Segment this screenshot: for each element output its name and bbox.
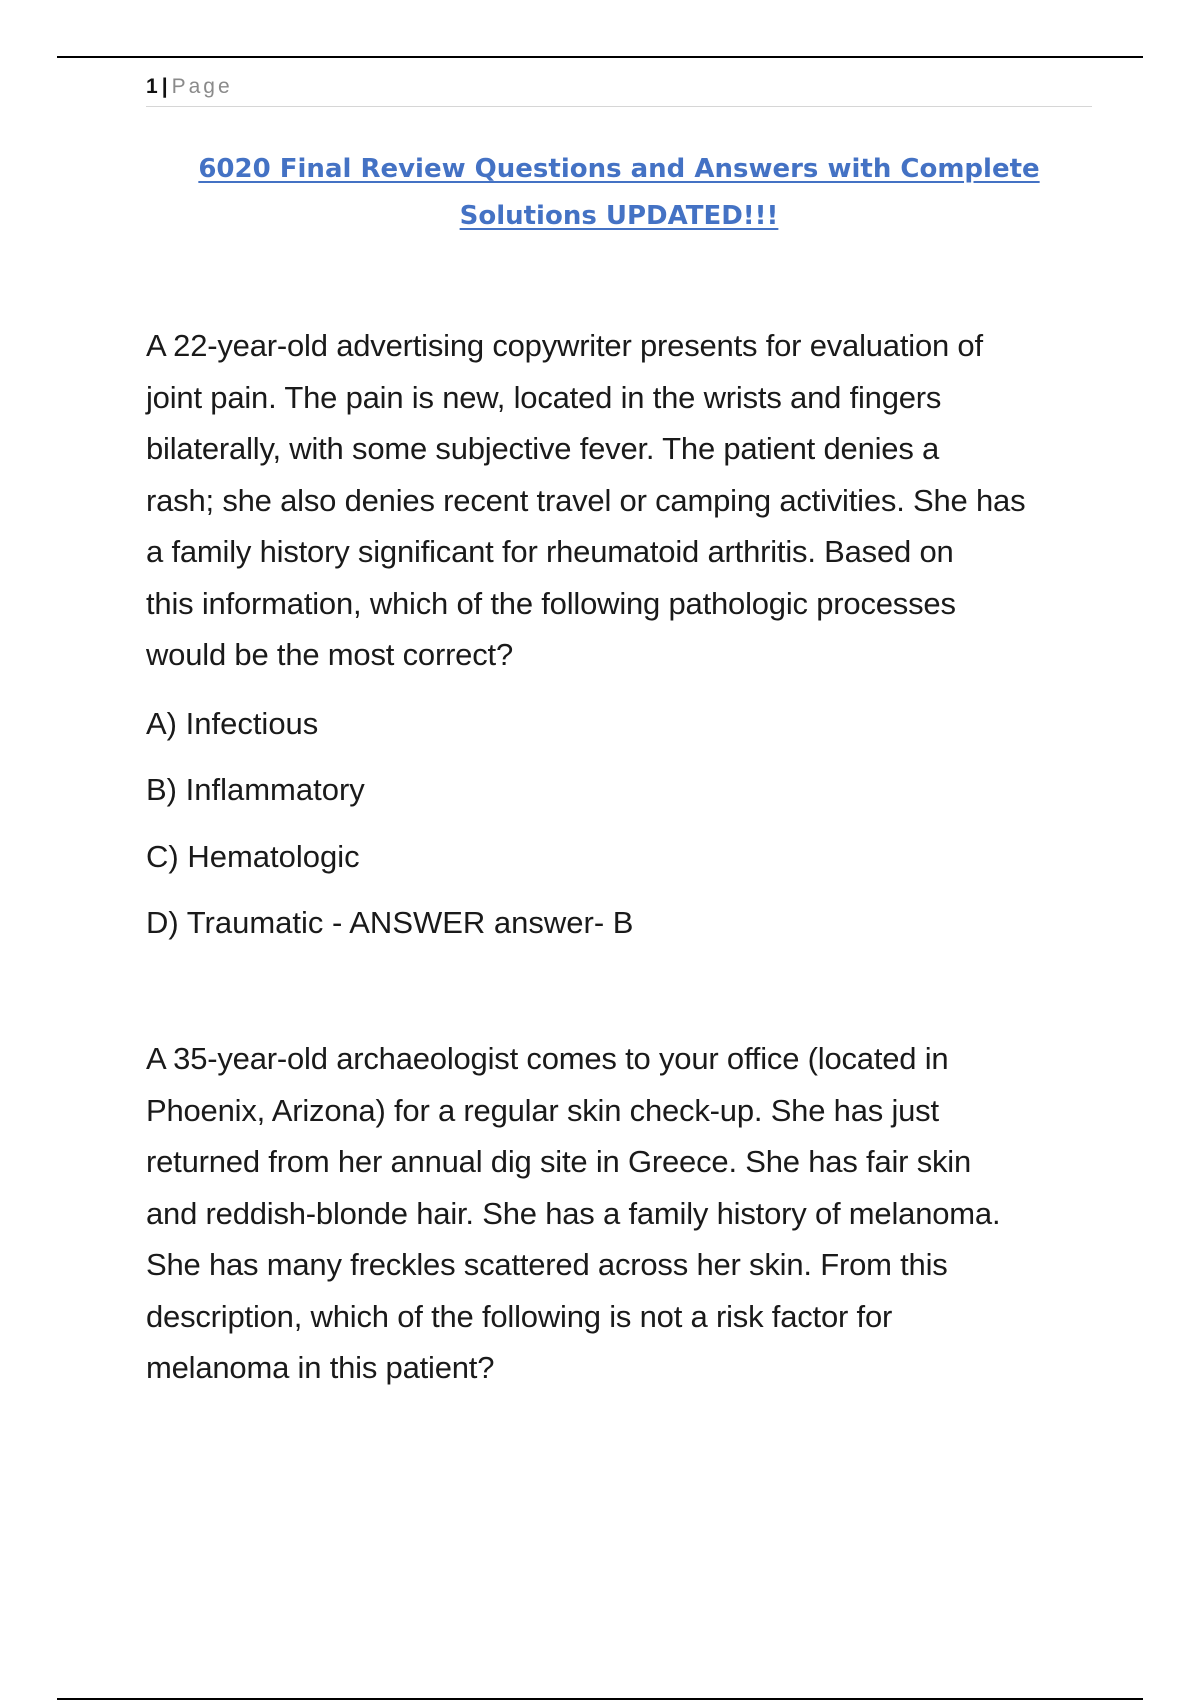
question-1-options [146,691,1096,957]
document-title [146,146,1092,240]
question-1 [146,320,1096,957]
option-b: B) Inflammatory [146,772,365,807]
question-line: would be the most correct? [146,637,513,672]
option-c: C) Hematologic [146,838,360,874]
question-line: melanoma in this patient? [146,1350,495,1385]
question-line: She has many freckles scattered across her skin. From this [146,1247,948,1282]
page-header [146,72,1092,107]
question-line: rash; she also denies recent travel or camping activities. She has [146,482,1026,518]
question-line: Phoenix, Arizona) for a regular skin check-up. She has just [146,1092,939,1128]
question-line: and reddish-blonde hair. She has a family history of melanoma. [146,1195,1001,1231]
question-line: this information, which of the following pathologic processes [146,585,956,621]
question-1-text [146,320,1096,681]
question-line: bilaterally, with some subjective fever. The patient denies a [146,431,940,466]
question-line: A 35-year-old archaeologist comes to your office (located in [146,1041,949,1076]
page-top-rule [57,56,1143,58]
question-line: a family history significant for rheumatoid arthritis. Based on [146,534,954,569]
option-d-with-answer: D) Traumatic - ANSWER answer- B [146,905,634,940]
page-separator: | [161,75,168,98]
question-2-text [146,1033,1096,1394]
question-2 [146,1033,1096,1394]
question-line: joint pain. The pain is new, located in the wrists and fingers [146,379,942,415]
page-number: 1 [146,75,158,98]
page-label: Page [171,75,233,98]
question-line: description, which of the following is not a risk factor for [146,1298,893,1334]
question-line: A 22-year-old advertising copywriter presents for evaluation of [146,328,983,363]
title-line-1: 6020 Final Review Questions and Answers with Complete [198,154,1040,184]
title-line-2: Solutions UPDATED!!! [459,201,779,231]
question-line: returned from her annual dig site in Greece. She has fair skin [146,1144,972,1179]
option-a: A) Infectious [146,705,319,741]
